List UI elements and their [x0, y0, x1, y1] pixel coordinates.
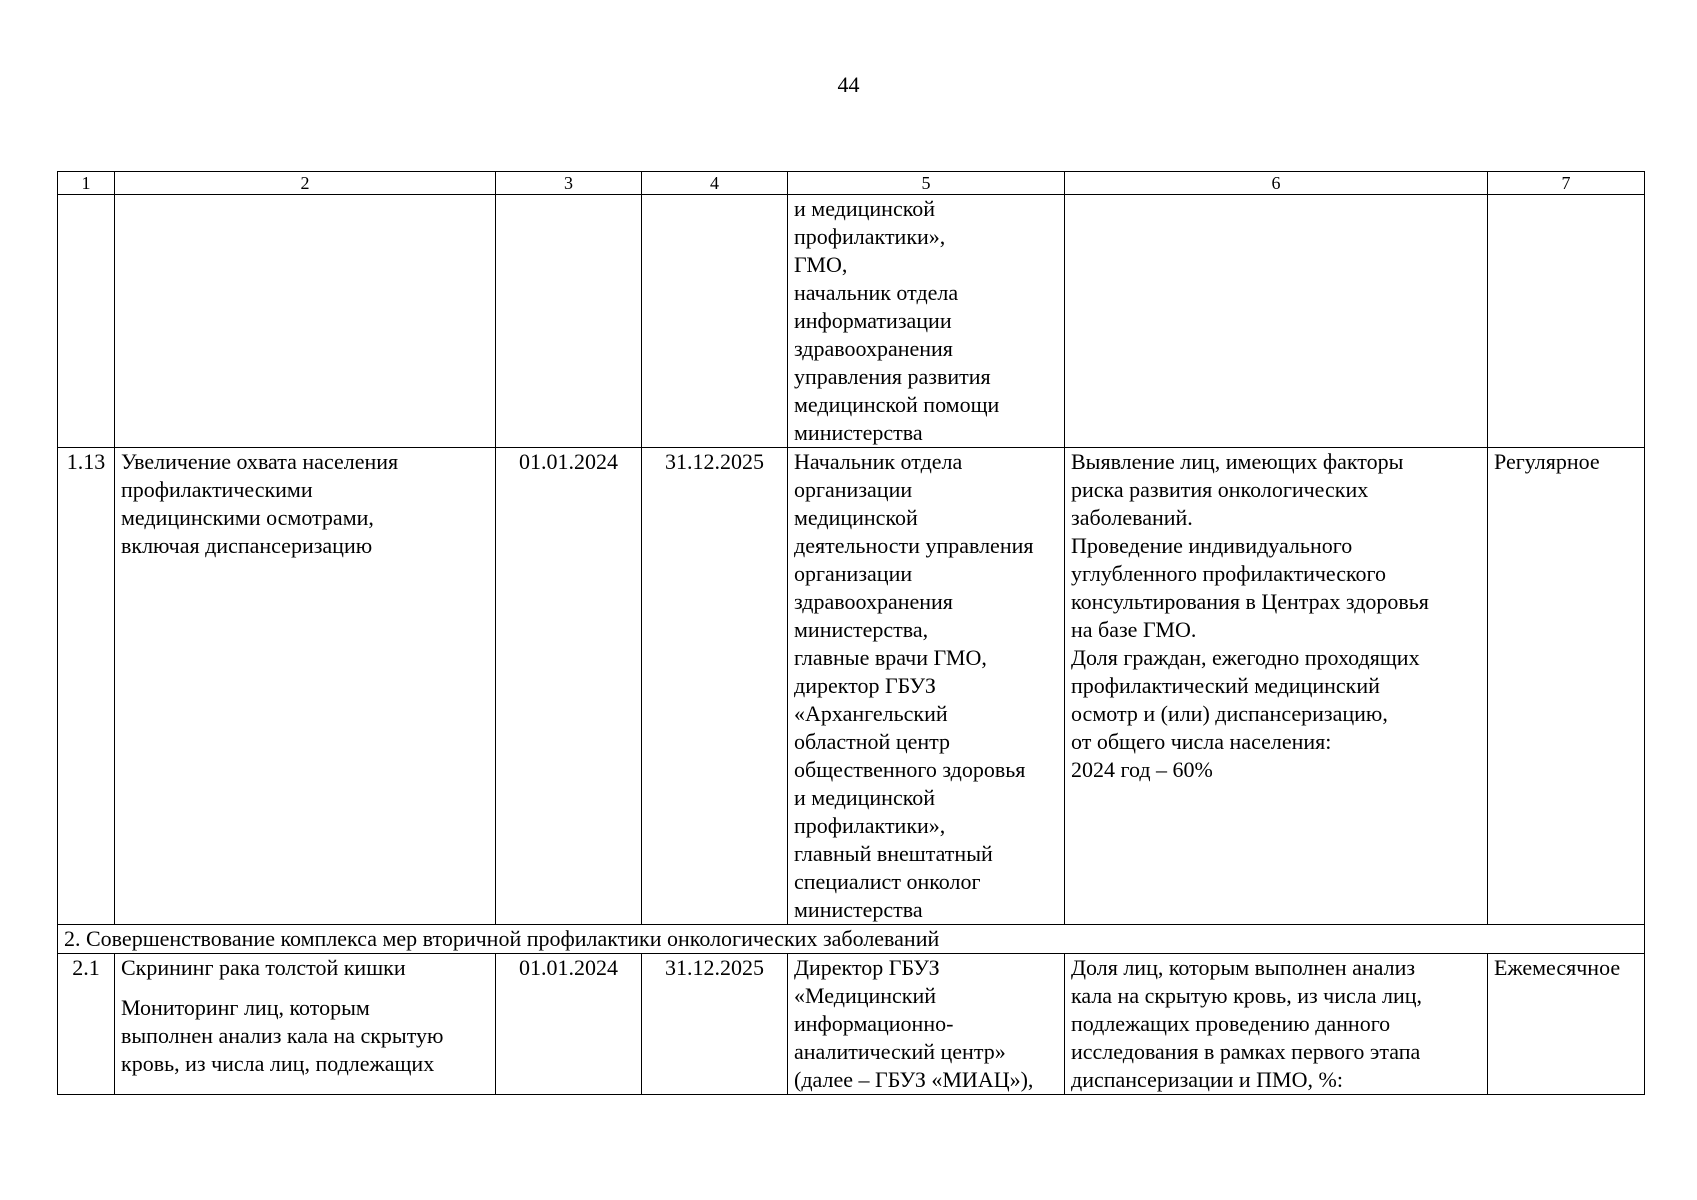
text-line: заболеваний. [1071, 505, 1193, 530]
text-line: осмотр и (или) диспансеризацию, [1071, 701, 1388, 726]
column-number-7: 7 [1488, 172, 1645, 195]
text-line: медицинской помощи [794, 392, 1000, 417]
text-line: деятельности управления [794, 533, 1034, 558]
text-line: Доля граждан, ежегодно проходящих [1071, 645, 1420, 670]
text-line: областной центр [794, 729, 951, 754]
text-line: профилактический медицинский [1071, 673, 1380, 698]
text-line: Начальник отдела [794, 449, 963, 474]
row-title: Скрининг рака толстой кишки [121, 955, 406, 980]
text-line: главный внештатный [794, 841, 993, 866]
text-line: профилактики», [794, 813, 946, 838]
text-line: Выявление лиц, имеющих факторы [1071, 449, 1404, 474]
cell-num: 1.13 [58, 448, 115, 925]
text-line: кровь, из числа лиц, подлежащих [121, 1051, 435, 1076]
cell-frequency: Ежемесячное [1488, 954, 1645, 1095]
text-line: медицинскими осмотрами, [121, 505, 374, 530]
text-line: ГМО, [794, 252, 848, 277]
text-line: диспансеризации и ПМО, %: [1071, 1067, 1343, 1092]
text-line: главные врачи ГМО, [794, 645, 987, 670]
text-line: исследования в рамках первого этапа [1071, 1039, 1421, 1064]
text-line: консультирования в Центрах здоровья [1071, 589, 1429, 614]
cell-frequency: Регулярное [1488, 448, 1645, 925]
cell-result [1065, 954, 1488, 1095]
column-number-3: 3 [496, 172, 642, 195]
text-line: управления развития [794, 364, 991, 389]
cell-title [115, 954, 496, 1095]
text-line: 2024 год – 60% [1071, 757, 1213, 782]
text-line: выполнен анализ кала на скрытую [121, 1023, 444, 1048]
text-line: Проведение индивидуального [1071, 533, 1353, 558]
text-line: Мониторинг лиц, которым [121, 995, 370, 1020]
text-line: общественного здоровья [794, 757, 1026, 782]
text-line: организации [794, 561, 913, 586]
cell-title [115, 448, 496, 925]
cell-num: 2.1 [58, 954, 115, 1095]
column-number-5: 5 [788, 172, 1065, 195]
text-line: кала на скрытую кровь, из числа лиц, [1071, 983, 1423, 1008]
text-line: профилактическими [121, 477, 313, 502]
text-line: Увеличение охвата населения [121, 449, 399, 474]
text-line: риска развития онкологических [1071, 477, 1369, 502]
table-row-1-13 [58, 448, 1645, 925]
text-line: начальник отдела [794, 280, 959, 305]
column-number-row [58, 172, 1645, 195]
column-number-2: 2 [115, 172, 496, 195]
cell-responsible [788, 195, 1065, 448]
text-line: включая диспансеризацию [121, 533, 373, 558]
cell-start: 01.01.2024 [496, 448, 642, 925]
cell-result [1065, 448, 1488, 925]
cell-responsible [788, 448, 1065, 925]
text-line: углубленного профилактического [1071, 561, 1387, 586]
cell-frequency [1488, 195, 1645, 448]
text-line: здравоохранения [794, 589, 953, 614]
section-heading: 2. Совершенствование комплекса мер вторичной профилактики онкологических заболеваний [58, 925, 1645, 954]
text-line: Директор ГБУЗ [794, 955, 940, 980]
table-row-2-1 [58, 954, 1645, 1095]
cell-result [1065, 195, 1488, 448]
cell-start [496, 195, 642, 448]
text-line: медицинской [794, 505, 918, 530]
cell-end [642, 195, 788, 448]
cell-title [115, 195, 496, 448]
text-line: информационно- [794, 1011, 954, 1036]
column-number-4: 4 [642, 172, 788, 195]
text-line: аналитический центр» [794, 1039, 1006, 1064]
text-line: информатизации [794, 308, 952, 333]
cell-num [58, 195, 115, 448]
text-line: директор ГБУЗ [794, 673, 936, 698]
text-line: министерства [794, 420, 923, 445]
plan-table [57, 171, 1645, 1095]
text-line: и медицинской [794, 196, 936, 221]
text-line: «Архангельский [794, 701, 948, 726]
text-line: подлежащих проведению данного [1071, 1011, 1391, 1036]
text-line: специалист онколог [794, 869, 981, 894]
text-line: «Медицинский [794, 983, 937, 1008]
text-line: здравоохранения [794, 336, 953, 361]
text-line: и медицинской [794, 785, 936, 810]
text-line: профилактики», [794, 224, 946, 249]
cell-responsible [788, 954, 1065, 1095]
section-heading-row [58, 925, 1645, 954]
table-row-continuation [58, 195, 1645, 448]
column-number-6: 6 [1065, 172, 1488, 195]
text-line: Доля лиц, которым выполнен анализ [1071, 955, 1416, 980]
text-line: от общего числа населения: [1071, 729, 1332, 754]
cell-start: 01.01.2024 [496, 954, 642, 1095]
text-line: организации [794, 477, 913, 502]
text-line: министерства [794, 897, 923, 922]
cell-end: 31.12.2025 [642, 448, 788, 925]
text-line: на базе ГМО. [1071, 617, 1197, 642]
cell-end: 31.12.2025 [642, 954, 788, 1095]
text-line: министерства, [794, 617, 929, 642]
column-number-1: 1 [58, 172, 115, 195]
page-number: 44 [837, 72, 860, 97]
text-line: (далее – ГБУЗ «МИАЦ»), [794, 1067, 1034, 1092]
